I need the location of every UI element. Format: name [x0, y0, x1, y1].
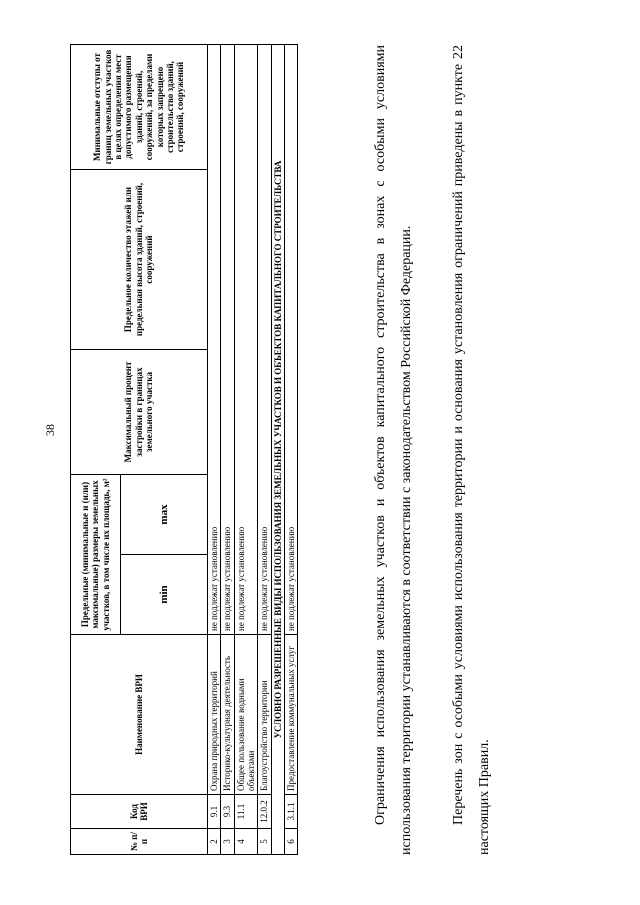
row-name: Историко-культурная деятельность	[221, 635, 234, 795]
row-num: 6	[285, 829, 298, 855]
row-code: 9.3	[221, 795, 234, 829]
header-min: min	[121, 555, 208, 635]
row-value: не подлежат установлению	[234, 44, 258, 634]
row-name: Благоустройство территории	[258, 635, 271, 795]
row-name: Охрана природных территорий	[208, 635, 221, 795]
row-value: не подлежат установлению	[221, 44, 234, 634]
row-name: Общее пользование водными объектами	[234, 635, 258, 795]
row-code: 3.1.1	[285, 795, 298, 829]
zoning-parameters-table	[70, 44, 298, 855]
row-num: 3	[221, 829, 234, 855]
row-code: 12.0.2	[258, 795, 271, 829]
table-row	[258, 44, 271, 854]
header-max: max	[121, 474, 208, 554]
paragraph-zone-list: Перечень зон с особыми условиями использования территории и основания установления ограничений приведены в пункте 22 настоящих Правил.	[451, 45, 492, 855]
row-num: 2	[208, 829, 221, 855]
landscape-content	[70, 45, 580, 855]
table-row	[234, 44, 258, 854]
header-name: Наименование ВРИ	[71, 635, 208, 795]
header-floors: Предельное количество этажей или предельная высота зданий, строений, сооружений	[71, 169, 208, 349]
row-value: не подлежат установлению	[285, 44, 298, 634]
header-sizes: Предельные (минимальные и (или) максимальные) размеры земельных участков, в том числе их площадь, м²	[71, 474, 121, 634]
row-num: 5	[258, 829, 271, 855]
table-row	[208, 44, 221, 854]
header-percent: Максимальный процент застройки в границах земельного участка	[71, 349, 208, 474]
table-row	[285, 44, 298, 854]
header-setbacks: Минимальные отступы от границ земельных участков в целях определения мест допустимого размещения зданий, строений, сооружений, за пределами которых запрещено строительство зданий, строений, сооружений	[71, 44, 208, 169]
paragraph-restrictions: Ограничения использования земельных участков и объектов капитального строительства в зонах с особыми условиями использования территории устанавливаются в соответствии с законодательством Российской Федерации.	[373, 45, 414, 855]
section-row	[271, 44, 284, 854]
row-value: не подлежат установлению	[258, 44, 271, 634]
section-title: УСЛОВНО РАЗРЕШЕННЫЕ ВИДЫ ИСПОЛЬЗОВАНИЯ ЗЕМЕЛЬНЫХ УЧАСТКОВ И ОБЪЕКТОВ КАПИТАЛЬНОГО СТРОИТЕЛЬСТВА	[271, 44, 284, 854]
header-num: № п/п	[71, 829, 208, 855]
header-code: Код ВРИ	[71, 795, 208, 829]
row-value: не подлежат установлению	[208, 44, 221, 634]
row-name: Предоставление коммунальных услуг	[285, 635, 298, 795]
row-num: 4	[234, 829, 258, 855]
row-code: 9.1	[208, 795, 221, 829]
row-code: 11.1	[234, 795, 258, 829]
page-number: 38	[43, 424, 57, 436]
table-row	[221, 44, 234, 854]
